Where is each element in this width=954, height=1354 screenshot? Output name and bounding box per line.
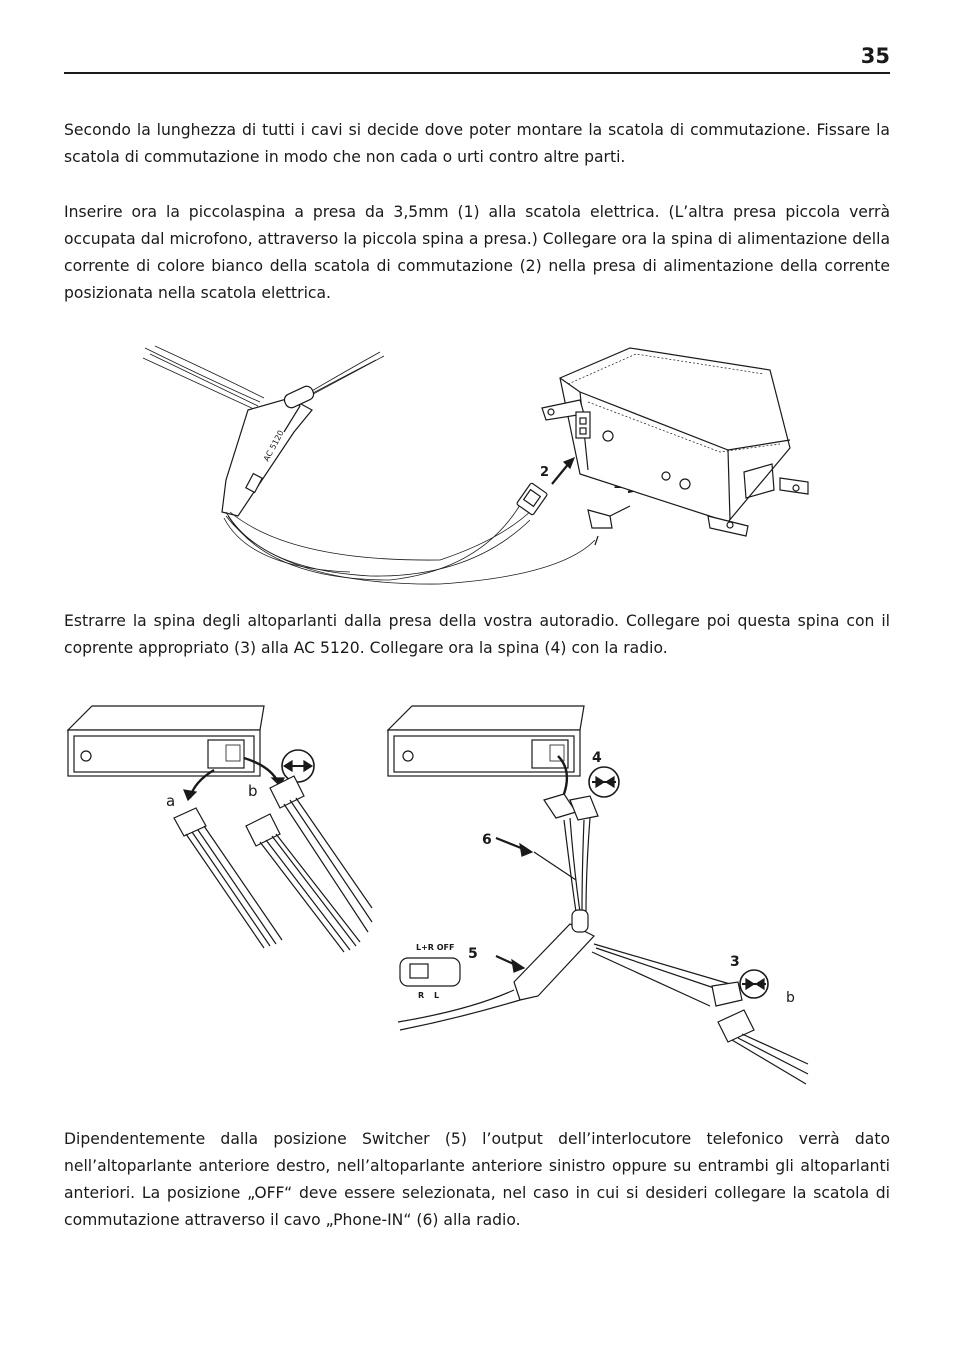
inline-switch-module [222,384,316,516]
label-b: b [248,782,258,800]
electrical-box [542,348,808,536]
radio-plugs [544,794,598,912]
paragraph-speaker-plug: Estrarre la spina degli altoparlanti dalla presa della vostra autoradio. Collegare poi questa spina con il coprente appropriato (3) alla AC 5120. Collegare ora la spina (4) con la radio. [64,612,890,657]
page-number: 35 [860,44,890,68]
speaker-plug-b [246,776,372,952]
output-cables [224,505,595,584]
figure-radio-connect [380,700,820,1095]
cable-bundle [143,346,384,410]
switch-label-r: R [418,991,425,1000]
svg-text:AC 5120: AC 5120 [261,428,286,463]
switch-detail [400,943,460,1000]
paragraph-box-mounting: Secondo la lunghezza di tutti i cavi si decide dove poter montare la scatola di commutazione. Fissare la scatola di commutazione in modo che non cada o urti contro altre parti. [64,121,890,166]
label-2: 2 [540,465,550,480]
label-5: 5 [468,946,478,962]
label-6: 6 [482,832,492,848]
paragraph-switcher: Dipendentemente dalla posizione Switcher (5) l’output dell’interlocutore telefonico verrà dato nell’altoparlante anteriore destro, nell’altoparlante anteriore sinistro oppure su entrambi gli altoparlanti anteriori. La posizione „OFF“ deve essere selezionata, nel caso in cui si desideri collegare la scatola di commutazione attraverso il cavo „Phone-IN“ (6) alla radio. [64,1130,890,1229]
power-plug [516,483,547,516]
arrow-icon-disconnect [282,750,314,782]
label-3: 3 [730,954,740,970]
paragraph-plug-connection: Inserire ora la piccolaspina a presa da 3,5mm (1) alla scatola elettrica. (L’altra presa piccola verrà occupata dal microfono, attraverso la piccola spina a presa.) Collegare ora la spina di alimentazione della corrente di colore bianco della scatola di commutazione (2) nella presa di alimentazione della corrente posizionata nella scatola elettrica. [64,203,890,302]
header-rule [64,72,890,74]
arrow-icon-connect [589,767,619,797]
figure-box-connection [140,340,820,590]
jack-plug [588,506,630,545]
car-radio [68,706,264,776]
label-4: 4 [592,750,602,766]
arrow-icon-connect-3 [740,970,768,998]
label-a: a [166,792,176,810]
switch-label-top: L+R OFF [416,943,455,952]
car-radio [388,706,584,776]
label-b: b [786,990,795,1006]
figure-radio-disconnect [64,700,374,960]
arrow-label-2 [540,458,574,484]
switch-label-l: L [434,991,440,1000]
vehicle-speaker-plug [718,1010,808,1084]
